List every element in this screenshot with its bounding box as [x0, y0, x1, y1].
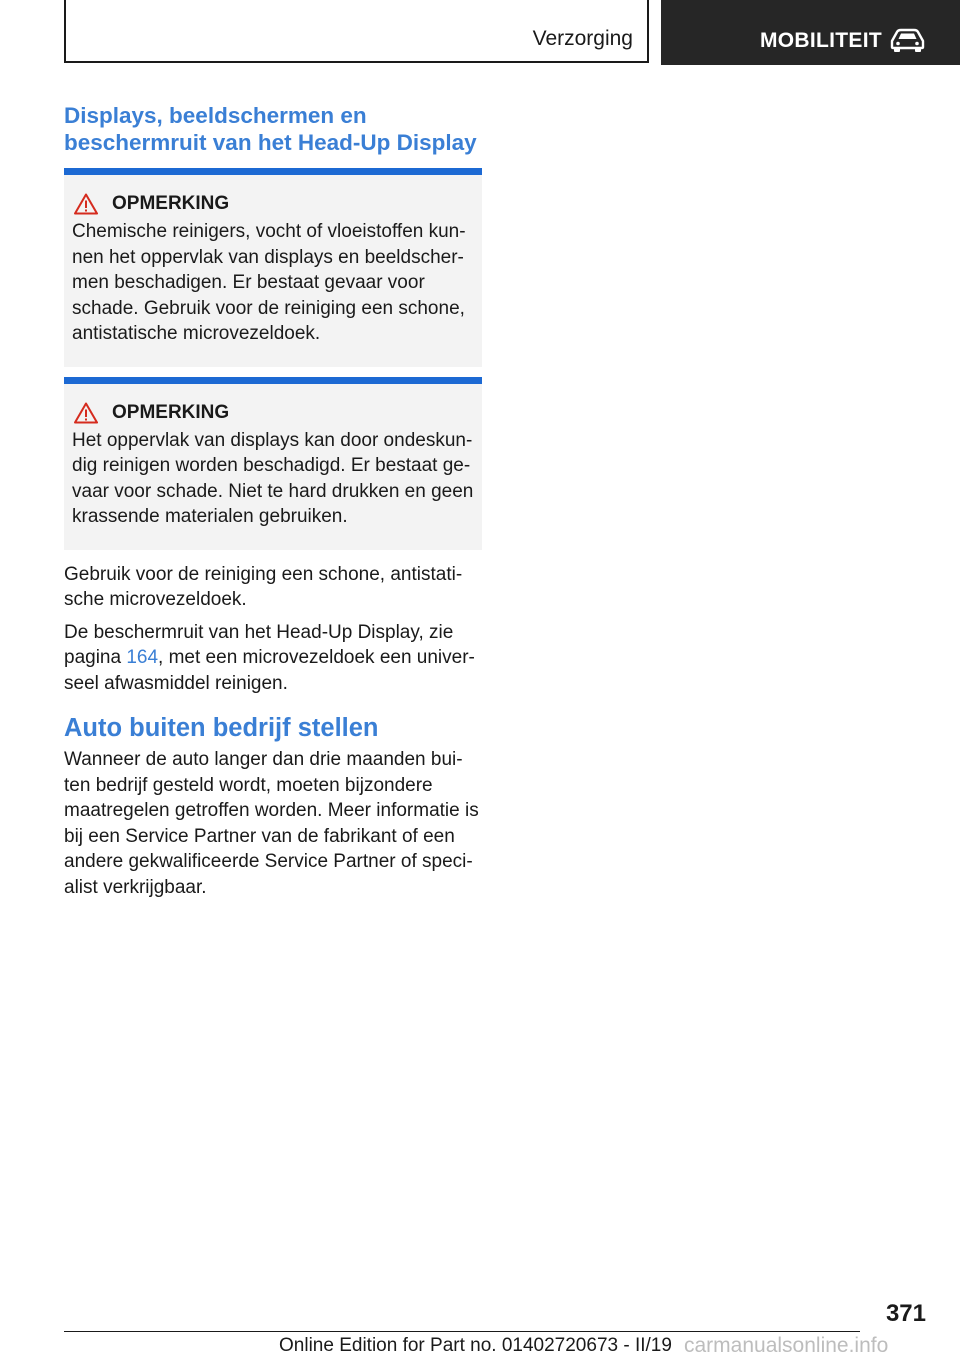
notice-label: OPMERKING	[112, 401, 230, 423]
watermark: carmanualsonline.info	[684, 1334, 889, 1357]
notice-header	[72, 193, 474, 215]
notice-box	[64, 168, 482, 367]
page-link[interactable]: 164	[126, 647, 159, 668]
page-number: 371	[885, 1300, 926, 1327]
main-column	[64, 102, 482, 900]
notice-text: Chemische reinigers, vocht of vloeistoffen kunnen het oppervlak van displays en beeldschermen beschadigen. Er bestaat gevaar voor schade. Gebruik voor de reiniging een schone, antistatische microvezeldoek.	[72, 221, 466, 344]
notice-label: OPMERKING	[112, 193, 230, 214]
paragraph: Wanneer de auto langer dan drie maanden buiten bedrijf gesteld wordt, moeten bijzondere maatregelen getroffen worden. Meer informatie is bij een Service Partner van de fabrikant of een andere gekwalificeerde Service Partner of specialist verkrijgbaar.	[64, 749, 479, 898]
notice-header	[72, 402, 474, 424]
paragraph-text: , met een microvezeldoek een universeel afwasmiddel reinigen.	[64, 647, 475, 694]
notice-text: Het oppervlak van displays kan door ondeskundig reinigen worden beschadigd. Er bestaat gevaar voor schade. Niet te hard drukken en geen krassende materialen gebruiken.	[72, 429, 474, 527]
paragraph	[64, 620, 482, 697]
section-title: Auto buiten bedrijf stellen	[64, 714, 379, 742]
header-chapter-label: MOBILITEIT	[760, 29, 882, 52]
paragraph-text: De beschermruit van het Head-Up Display, zie pagina	[64, 621, 454, 668]
notice-box	[64, 377, 482, 550]
car-icon	[890, 28, 925, 52]
warning-triangle-icon	[74, 402, 98, 424]
header-section-box	[64, 0, 649, 63]
header-section-label: Verzorging	[532, 27, 633, 50]
footer-edition-text: Online Edition for Part no. 01402720673 - II/19	[279, 1335, 672, 1356]
footer-divider	[64, 1331, 860, 1332]
section-title: Displays, beeldschermen en beschermruit van het Head-Up Display	[64, 103, 477, 155]
warning-triangle-icon	[74, 193, 98, 215]
paragraph: Gebruik voor de reiniging een schone, antistatische microvezeldoek.	[64, 563, 463, 610]
header-chapter-box	[661, 0, 960, 65]
